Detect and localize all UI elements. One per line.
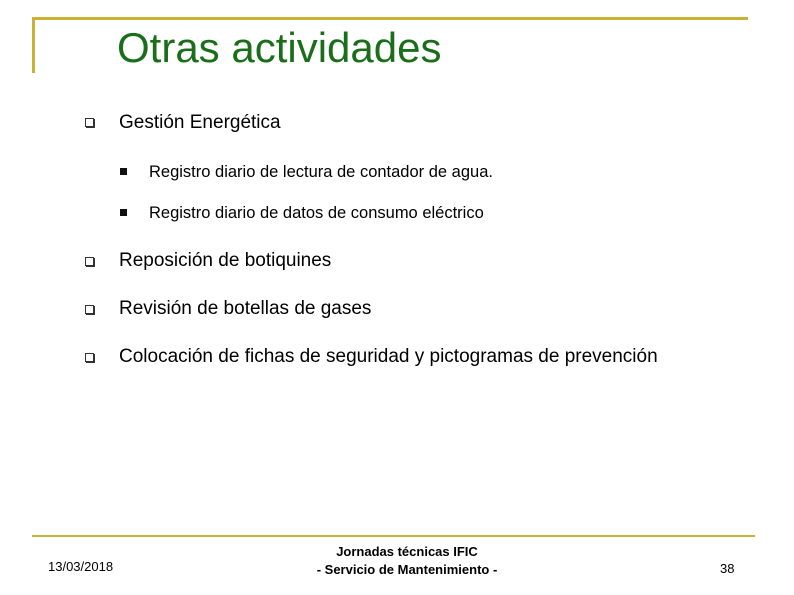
footer-department: - Servicio de Mantenimiento -: [316, 562, 498, 577]
footer-rule: [32, 535, 755, 537]
list-item-botiquines: Reposición de botiquines: [119, 250, 332, 271]
sublist-item-consumo-electrico: Registro diario de datos de consumo eléctrico: [149, 204, 484, 222]
hollow-square-bullet-icon: [85, 305, 94, 314]
filled-square-bullet-icon: [120, 168, 127, 175]
hollow-square-bullet-icon: [85, 353, 94, 362]
sublist-item-contador-agua: Registro diario de lectura de contador de agua.: [149, 163, 493, 181]
left-frame-rule: [32, 17, 35, 73]
filled-square-bullet-icon: [120, 209, 127, 216]
footer-center-text: [282, 543, 532, 579]
footer-date: 13/03/2018: [48, 559, 114, 574]
footer-event-name: Jornadas técnicas IFIC: [336, 544, 478, 559]
slide-title: Otras actividades: [117, 24, 442, 71]
page-number: 38: [720, 561, 735, 576]
list-item-fichas-seguridad: Colocación de fichas de seguridad y pictogramas de prevención: [119, 346, 658, 367]
list-item-botellas-gases: Revisión de botellas de gases: [119, 298, 372, 319]
top-frame-rule: [32, 17, 748, 20]
hollow-square-bullet-icon: [85, 257, 94, 266]
list-item-gestion-energetica: Gestión Energética: [119, 112, 281, 133]
hollow-square-bullet-icon: [85, 118, 94, 127]
